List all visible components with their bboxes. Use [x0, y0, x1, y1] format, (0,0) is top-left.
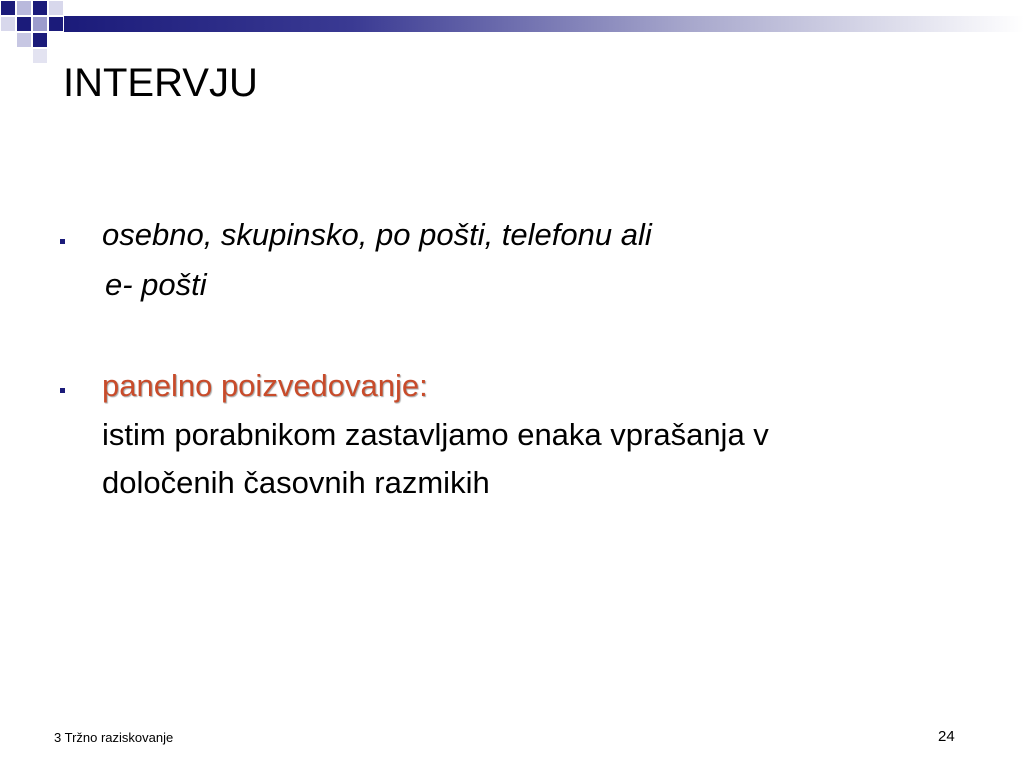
bullet-item-1 — [60, 210, 980, 310]
bullet-square-icon — [60, 239, 65, 244]
bullet-2-heading: panelno poizvedovanje: — [102, 368, 428, 403]
bullet-1-line-2: e- pošti — [105, 267, 207, 302]
corner-squares-decoration — [0, 0, 80, 64]
title-gradient-bar — [64, 16, 1024, 32]
bullet-square-icon — [60, 388, 65, 393]
footer-section-label: 3 Tržno raziskovanje — [54, 730, 174, 745]
bullet-item-2 — [60, 361, 980, 511]
bullet-2-line-2: določenih časovnih razmikih — [102, 465, 490, 500]
page-number: 24 — [938, 728, 955, 745]
bullet-1-line-1: osebno, skupinsko, po pošti, telefonu ali — [102, 217, 652, 252]
slide-title: INTERVJU — [63, 61, 258, 105]
bullet-2-line-1: istim porabnikom zastavljamo enaka vprašanja v — [102, 417, 769, 452]
